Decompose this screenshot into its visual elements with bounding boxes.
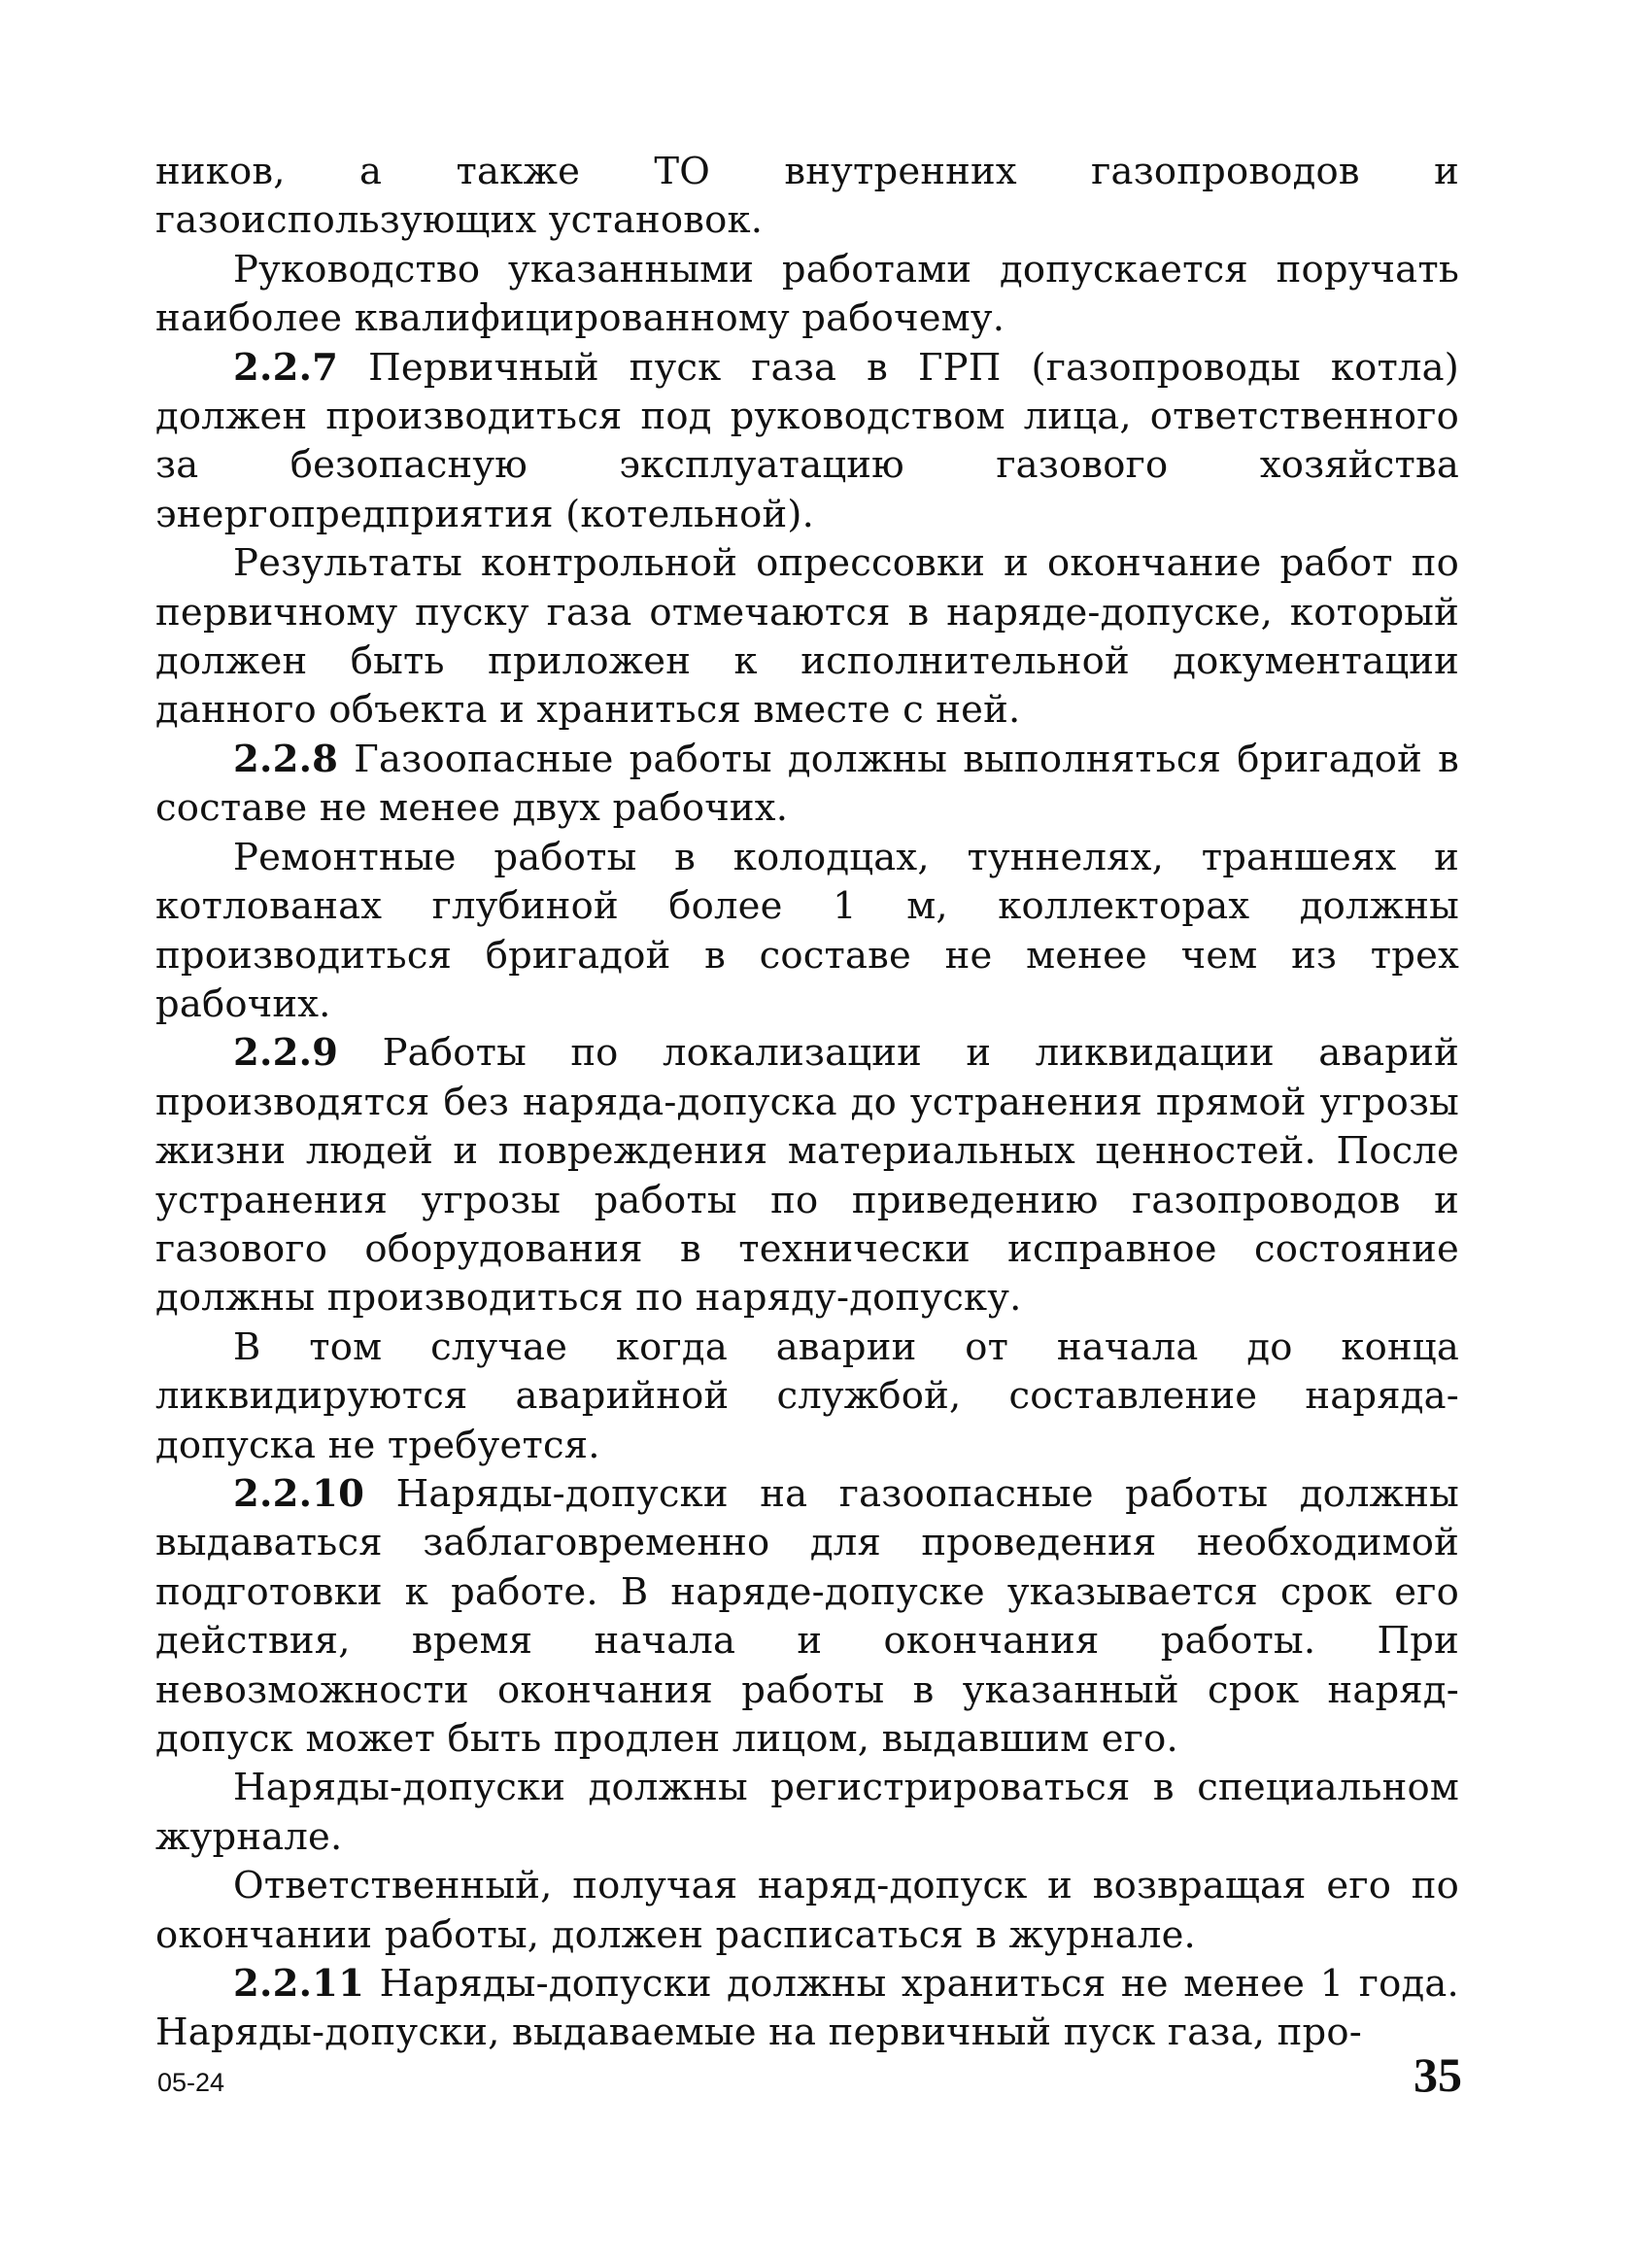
paragraph-text: Работы по локализации и ликвидации аварий производятся без наряда-допуска до устранения прямой угрозы жизни людей и повреждения материальных ценностей. После устранения угрозы работы по приведению газопроводов и газового оборудования в технически исправное состояние должны производиться по наряду-допуску. <box>155 1031 1459 1321</box>
paragraph <box>155 1323 1459 1470</box>
paragraph-2-2-11 <box>155 1960 1459 2058</box>
paragraph <box>155 834 1459 1030</box>
paragraph <box>155 246 1459 344</box>
clause-number: 2.2.7 <box>233 345 339 390</box>
paragraph-text: Ремонтные работы в колодцах, туннелях, траншеях и котлованах глубиной более 1 м, коллекторах должны производиться бригадой в составе не менее чем из трех рабочих. <box>155 835 1459 1026</box>
paragraph <box>155 539 1459 736</box>
paragraph-2-2-7 <box>155 344 1459 540</box>
footer-code: 05-24 <box>157 2068 225 2097</box>
clause-number: 2.2.11 <box>233 1962 365 2007</box>
body-text <box>155 148 1459 2058</box>
paragraph <box>155 1862 1459 1960</box>
paragraph-2-2-8 <box>155 736 1459 834</box>
clause-number: 2.2.9 <box>233 1031 339 1076</box>
paragraph <box>155 1764 1459 1862</box>
paragraph-text: Руководство указанными работами допускается поручать наиболее квалифицированному рабочему. <box>155 247 1459 341</box>
page-number: 35 <box>1414 2047 1462 2102</box>
paragraph-text: ников, а также ТО внутренних газопроводов и газоиспользующих установок. <box>155 150 1459 243</box>
paragraph-continuation <box>155 148 1459 246</box>
paragraph-2-2-9 <box>155 1029 1459 1323</box>
paragraph-text: Наряды-допуски должны регистрироваться в специальном журнале. <box>155 1766 1459 1859</box>
clause-number: 2.2.8 <box>233 737 339 781</box>
paragraph-text: В том случае когда аварии от начала до конца ликвидируются аварийной службой, составление наряда-допуска не требуется. <box>155 1324 1459 1467</box>
paragraph-text: Результаты контрольной опрессовки и окончание работ по первичному пуску газа отмечаются в наряде-допуске, который должен быть приложен к исполнительной документации данного объекта и храниться вместе с ней. <box>155 541 1459 733</box>
clause-number: 2.2.10 <box>233 1471 365 1516</box>
paragraph-2-2-10 <box>155 1470 1459 1764</box>
paragraph-text: Наряды-допуски должны храниться не менее 1 года. Наряды-допуски, выдаваемые на первичный пуск газа, про- <box>155 1962 1459 2055</box>
paragraph-text: Газоопасные работы должны выполняться бригадой в составе не менее двух рабочих. <box>155 737 1459 831</box>
paragraph-text: Ответственный, получая наряд-допуск и возвращая его по окончании работы, должен расписаться в журнале. <box>155 1864 1459 1957</box>
paragraph-text: Наряды-допуски на газоопасные работы должны выдаваться заблаговременно для проведения необходимой подготовки к работе. В наряде-допуске указывается срок его действия, время начала и окончания работы. При невозможности окончания работы в указанный срок наряд-допуск может быть продлен лицом, выдавшим его. <box>155 1471 1459 1761</box>
paragraph-text: Первичный пуск газа в ГРП (газопроводы котла) должен производиться под руководством лица, ответственного за безопасную эксплуатацию газового хозяйства энергопредприятия (котельной). <box>155 345 1459 536</box>
